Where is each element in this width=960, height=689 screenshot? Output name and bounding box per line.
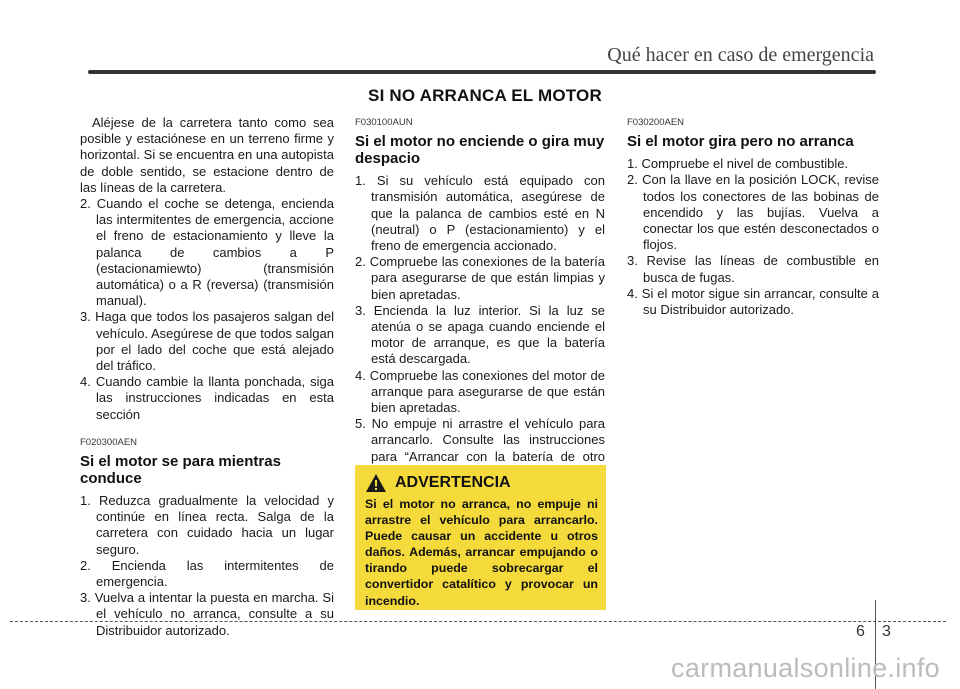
subsection-heading: Si el motor gira pero no arranca xyxy=(627,133,854,151)
list-item: 2. Con la llave en la posición LOCK, revise todos los conectores de las bobinas de encendido y las bujías. Vuelva a conectar los que estén desconectados o flojos. xyxy=(627,172,879,253)
column-left xyxy=(80,115,334,639)
list-item: 1. Reduzca gradualmente la velocidad y continúe en línea recta. Salga de la carretera con cuidado hacia un lugar seguro. xyxy=(80,493,334,557)
column-right xyxy=(627,115,879,318)
intro-paragraph: Aléjese de la carretera tanto como sea posible y estaciónese en un terreno firme y horizontal. Si se encuentra en una autopista de doble sentido, se estacione dentro de las líneas de la carretera. xyxy=(80,115,334,195)
section-title: SI NO ARRANCA EL MOTOR xyxy=(368,86,602,105)
list-item: 2. Compruebe las conexiones de la batería para asegurarse de que están limpias y bien apretadas. xyxy=(355,254,605,302)
list-item: 3. Haga que todos los pasajeros salgan del vehículo. Asegúrese de que todos salgan por el lado del coche que está alejado del tráfico. xyxy=(80,309,334,374)
list-item: 1. Si su vehículo está equipado con transmisión automática, asegúrese de que la palanca de cambios esté en N (neutral) o P (estacionamiento) y el freno de emergencia accionado. xyxy=(355,173,605,254)
warning-box xyxy=(355,465,606,610)
list-items xyxy=(80,196,334,423)
list-item: 3. Vuelva a intentar la puesta en marcha. Si el vehículo no arranca, consulte a su Distribuidor autorizado. xyxy=(80,590,334,638)
section-code: F020300AEN xyxy=(80,436,138,448)
column-middle xyxy=(355,115,605,481)
warning-header xyxy=(365,473,598,493)
warning-text: Si el motor no arranca, no empuje ni arrastre el vehículo para arrancarlo. Puede causar un accidente u otros daños. Además, arrancar empujando o tirando puede sobrecargar el convertidor catalítico y provocar un incendio. xyxy=(365,497,598,608)
list-item: 5. No empuje ni arrastre el vehículo para arrancarlo. Consulte las instrucciones para “Arrancar con la batería de otro xyxy=(355,416,605,464)
watermark-text: carmanualsonline.info xyxy=(671,653,940,683)
chapter-number: 6 xyxy=(856,623,865,640)
steps-list xyxy=(627,156,879,318)
footer-rule xyxy=(10,621,946,622)
section-code: F030200AEN xyxy=(627,117,685,128)
list-item: 1. Compruebe el nivel de combustible. xyxy=(627,156,849,172)
subsection-heading: Si el motor se para mientras conduce xyxy=(80,453,281,488)
header-rule xyxy=(88,70,876,74)
list-item: 3. Encienda la luz interior. Si la luz se atenúa o se apaga cuando enciende el motor de arranque, es que la batería está descargada. xyxy=(355,302,605,367)
section-code: F030100AUN xyxy=(355,117,413,128)
page-number: 3 xyxy=(882,623,891,640)
page-header-title: Qué hacer en caso de emergencia xyxy=(607,44,874,66)
list-item: 2. Cuando el coche se detenga, encienda las intermitentes de emergencia, accione el freno de estacionamiento y lleve la palanca de cambios a P (estacionamiewto) (transmisión automática) o a R (reversa) (transmisión manual). xyxy=(80,196,334,309)
list-item: 3. Revise las líneas de combustible en busca de fugas. xyxy=(627,253,879,285)
list-item: 4. Compruebe las conexiones del motor de arranque para asegurarse de que están bien apretadas. xyxy=(355,367,605,416)
list-item: 4. Si el motor sigue sin arrancar, consulte a su Distribuidor autorizado. xyxy=(627,285,879,318)
list-item: 4. Cuando cambie la llanta ponchada, siga las instrucciones indicadas en esta sección xyxy=(80,374,334,422)
warning-triangle-icon xyxy=(365,473,387,493)
subsection-heading: Si el motor no enciende o gira muy despacio xyxy=(355,133,605,168)
list-item: 2. Encienda las intermitentes de emergencia. xyxy=(80,557,334,590)
warning-title: ADVERTENCIA xyxy=(395,474,511,491)
steps-list xyxy=(355,173,605,481)
steps-list xyxy=(80,493,334,639)
